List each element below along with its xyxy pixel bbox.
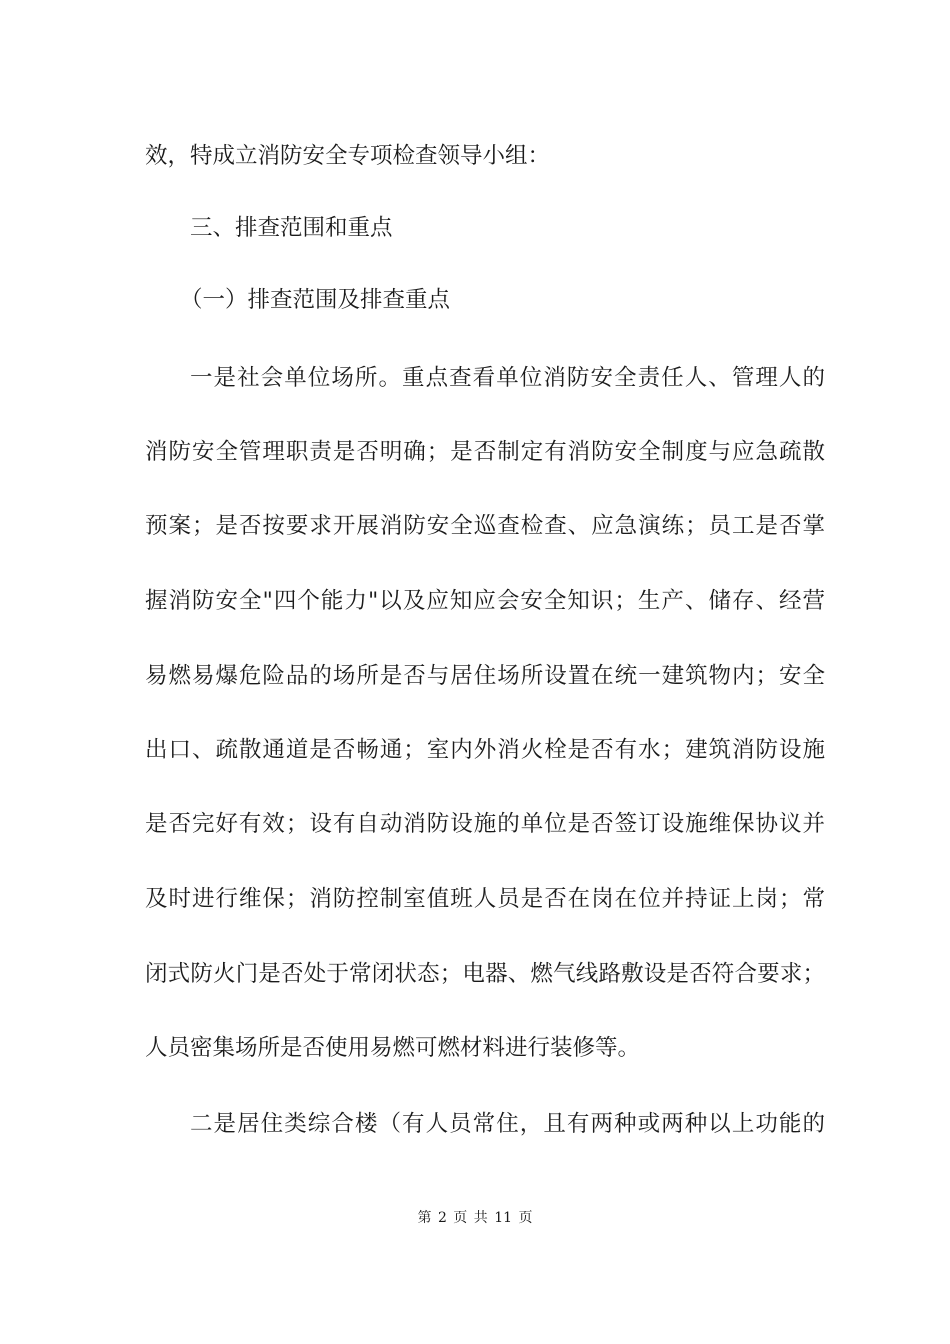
text-line-12: 闭式防火门是否处于常闭状态；电器、燃气线路敷设是否符合要求；	[145, 961, 825, 987]
text-line-14: 二是居住类综合楼（有人员常住，且有两种或两种以上功能的	[190, 1111, 825, 1137]
subsection-heading: （一）排查范围及排查重点	[180, 287, 451, 313]
section-heading: 三、排查范围和重点	[190, 215, 393, 241]
text-line-1: 效，特成立消防安全专项检查领导小组：	[145, 143, 551, 169]
text-line-8: 易燃易爆危险品的场所是否与居住场所设置在统一建筑物内；安全	[145, 663, 825, 689]
text-line-13: 人员密集场所是否使用易燃可燃材料进行装修等。	[145, 1035, 641, 1061]
text-line-4: 一是社会单位场所。重点查看单位消防安全责任人、管理人的	[190, 365, 825, 391]
text-line-10: 是否完好有效；设有自动消防设施的单位是否签订设施维保协议并	[145, 811, 825, 837]
page-footer: 第 2 页 共 11 页	[417, 1210, 533, 1226]
text-line-6: 预案；是否按要求开展消防安全巡查检查、应急演练；员工是否掌	[145, 513, 825, 539]
text-line-11: 及时进行维保；消防控制室值班人员是否在岗在位并持证上岗；常	[145, 886, 825, 912]
text-line-7: 握消防安全"四个能力"以及应知应会安全知识；生产、储存、经营	[145, 588, 825, 614]
text-line-5: 消防安全管理职责是否明确；是否制定有消防安全制度与应急疏散	[145, 439, 825, 465]
text-line-9: 出口、疏散通道是否畅通；室内外消火栓是否有水；建筑消防设施	[145, 737, 825, 763]
